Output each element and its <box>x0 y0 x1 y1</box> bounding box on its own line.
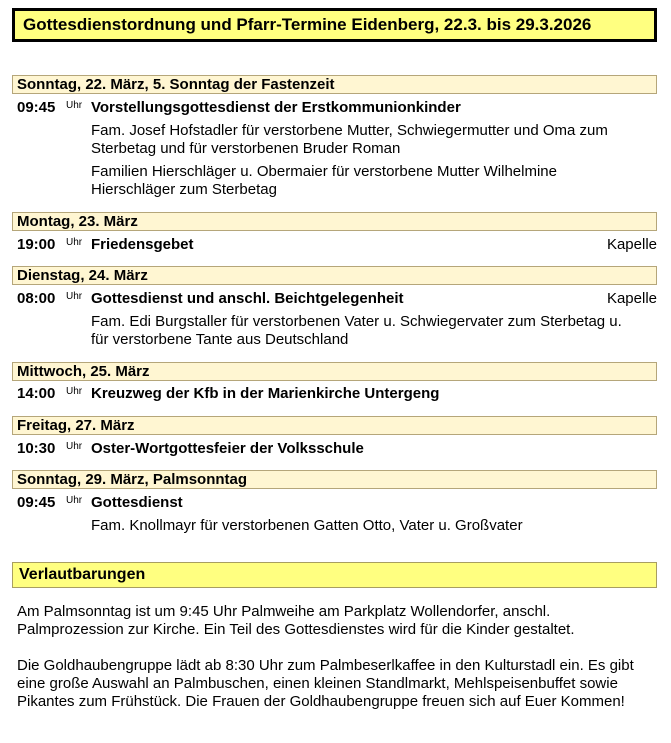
event-location: Kapelle <box>606 236 657 253</box>
event-title: Gottesdienst <box>91 494 183 511</box>
uhr-label: Uhr <box>66 441 83 452</box>
event-title: Vorstellungsgottesdienst der Erstkommunionkinder <box>91 99 461 116</box>
event-title: Kreuzweg der Kfb in der Marienkirche Untergeng <box>91 385 440 402</box>
mass-intention: Fam. Knollmayr für verstorbenen Gatten Otto, Vater u. Großvater <box>91 517 523 534</box>
event-location: Kapelle <box>606 290 657 307</box>
uhr-label: Uhr <box>66 495 83 506</box>
uhr-label: Uhr <box>66 386 83 397</box>
day-header-monday-23: Montag, 23. März <box>12 212 657 231</box>
day-header-tuesday-24: Dienstag, 24. März <box>12 266 657 285</box>
announcements-header: Verlautbarungen <box>12 562 657 588</box>
mass-intention: Fam. Edi Burgstaller für verstorbenen Vater u. Schwiegervater zum Sterbetag u. für verstorbene Tante aus Deutschland <box>91 313 622 348</box>
mass-intention: Familien Hierschläger u. Obermaier für verstorbene Mutter Wilhelmine Hierschläger zum Sterbetag <box>91 163 557 198</box>
event-title: Gottesdienst und anschl. Beichtgelegenheit <box>91 290 404 307</box>
uhr-label: Uhr <box>66 291 83 302</box>
event-time: 10:30 <box>17 440 56 457</box>
page-title: Gottesdienstordnung und Pfarr-Termine Eidenberg, 22.3. bis 29.3.2026 <box>12 8 657 42</box>
event-time: 09:45 <box>17 99 56 116</box>
event-title: Oster-Wortgottesfeier der Volksschule <box>91 440 364 457</box>
day-header-wednesday-25: Mittwoch, 25. März <box>12 362 657 381</box>
day-header-friday-27: Freitag, 27. März <box>12 416 657 435</box>
uhr-label: Uhr <box>66 100 83 111</box>
event-time: 09:45 <box>17 494 56 511</box>
announcement-paragraph: Am Palmsonntag ist um 9:45 Uhr Palmweihe am Parkplatz Wollendorfer, anschl. Palmprozession zur Kirche. Ein Teil des Gottesdienstes wird für die Kinder gestaltet. <box>17 603 575 638</box>
uhr-label: Uhr <box>66 237 83 248</box>
mass-intention: Fam. Josef Hofstadler für verstorbene Mutter, Schwiegermutter und Oma zum Sterbetag und für verstorbenen Bruder Roman <box>91 122 608 157</box>
event-time: 08:00 <box>17 290 56 307</box>
event-time: 19:00 <box>17 236 56 253</box>
announcement-paragraph: Die Goldhaubengruppe lädt ab 8:30 Uhr zum Palmbeserlkaffee in den Kulturstadl ein. Es gibt eine große Auswahl an Palmbuschen, einen kleinen Standlmarkt, Mehlspeisenbuffet sowie Pikantes zum Frühstück. Die Frauen der Goldhaubengruppe freuen sich auf Euer Kommen! <box>17 657 634 710</box>
day-header-sunday-29: Sonntag, 29. März, Palmsonntag <box>12 470 657 489</box>
event-title: Friedensgebet <box>91 236 194 253</box>
day-header-sunday-22: Sonntag, 22. März, 5. Sonntag der Fastenzeit <box>12 75 657 94</box>
event-time: 14:00 <box>17 385 56 402</box>
